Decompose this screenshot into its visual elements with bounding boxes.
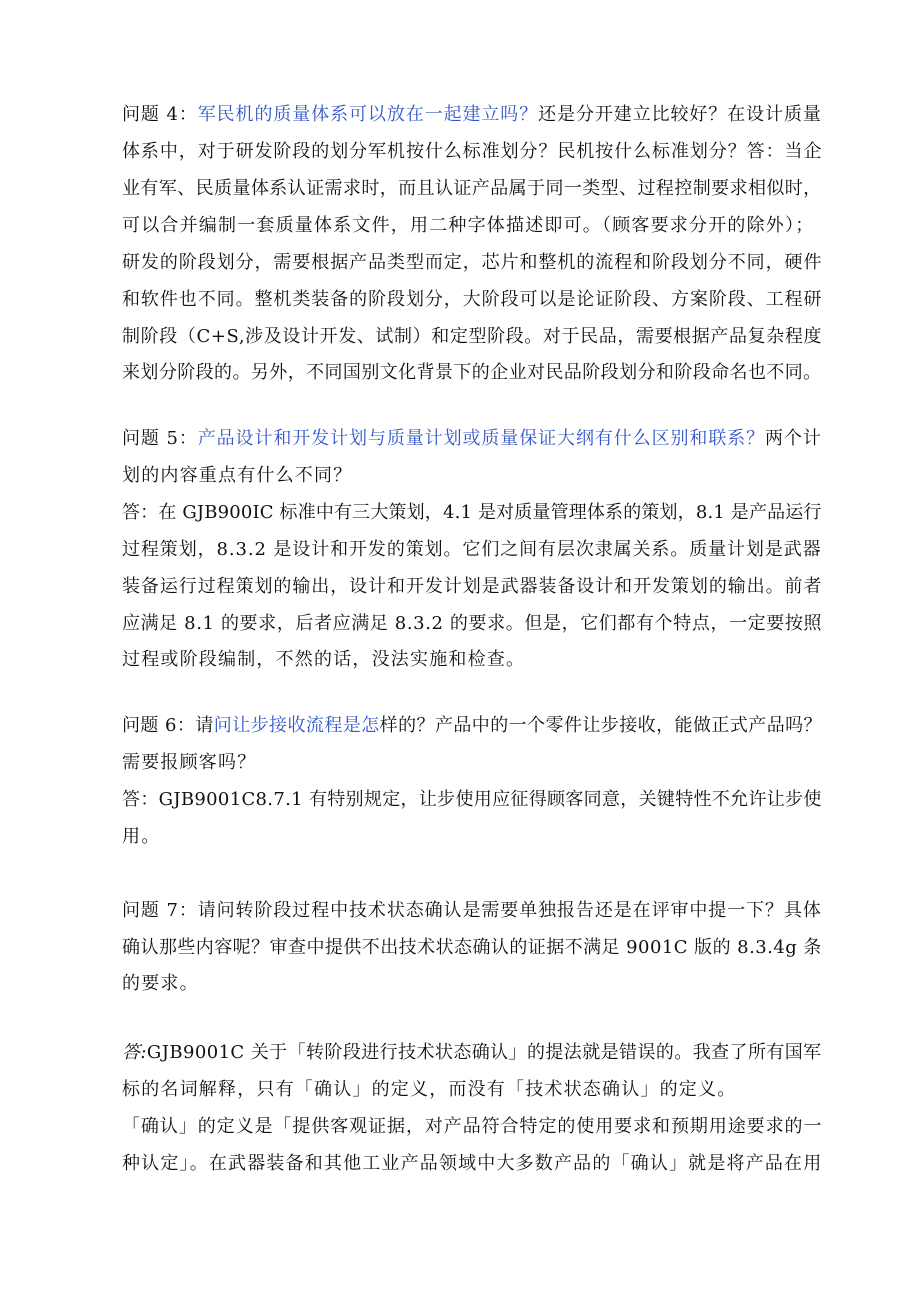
q4-line-5: 研发的阶段划分，需要根据产品类型而定，芯片和整机的流程和阶段划分不同，硬件 (122, 252, 823, 273)
q6-link[interactable]: 问让步接收流程是怎 (213, 715, 380, 736)
q5-line-6: 应满足 8.1 的要求，后者应满足 8.3.2 的要求。但是，它们都有个特点，一定要按照 (122, 613, 823, 634)
q7-line-1: 问题 7：请问转阶段过程中技术状态确认是需要单独报告还是在评审中提一下？具体 (122, 900, 822, 921)
q6-line-1 (122, 714, 822, 738)
q5-rest: 两个计 (765, 428, 822, 449)
q5-line-5: 装备运行过程策划的输出，设计和开发计划是武器装备设计和开发策划的输出。前者 (122, 576, 823, 597)
q7-answer-line-3: 「确认」的定义是「提供客观证据，对产品符合特定的使用要求和预期用途要求的一 (122, 1116, 823, 1137)
q7-answer-line-2: 标的名词解释，只有「确认」的定义，而没有「技术状态确认」的定义。 (122, 1079, 737, 1100)
q7-answer-line-1 (122, 1041, 822, 1065)
q7-answer-rest: GJB9001C 关于「转阶段进行技术状态确认」的提法就是错误的。我查了所有国军 (146, 1042, 822, 1063)
q4-line-7: 制阶段（C+S,涉及设计开发、试制）和定型阶段。对于民品，需要根据产品复杂程度 (122, 326, 823, 347)
q6-line-3: 答：GJB9001C8.7.1 有特别规定，让步使用应征得顾客同意，关键特性不允许让步使 (122, 789, 822, 810)
q4-line-4: 可以合并编制一套质量体系文件，用二种字体描述即可。（顾客要求分开的除外）； (122, 215, 815, 236)
q4-line-6: 和软件也不同。整机类装备的阶段划分，大阶段可以是论证阶段、方案阶段、工程研 (122, 289, 823, 310)
q5-prefix: 问题 5： (122, 428, 198, 449)
q4-link[interactable]: 军民机的质量体系可以放在一起建立吗？ (197, 104, 539, 125)
q5-line-3: 答：在 GJB900IC 标准中有三大策划，4.1 是对质量管理体系的策划，8.1 是产品运行 (122, 502, 822, 523)
q4-line-8: 来划分阶段的。另外，不同国别文化背景下的企业对民品阶段划分和阶段命名也不同。 (122, 362, 822, 383)
q5-line-4: 过程策划，8.3.2 是设计和开发的策划。它们之间有层次隶属关系。质量计划是武器 (122, 539, 822, 560)
q7-answer-prefix: 答: (122, 1042, 147, 1063)
q7-answer-line-4: 种认定」。在武器装备和其他工业产品领域中大多数产品的「确认」就是将产品在用 (122, 1153, 823, 1174)
q5-line-7: 过程或阶段编制，不然的话，没法实施和检查。 (122, 649, 526, 670)
q4-rest: 还是分开建立比较好？在设计质量 (538, 104, 822, 125)
q6-prefix: 问题 6：请 (122, 715, 214, 736)
q5-line-2: 划的内容重点有什么不同？ (122, 465, 353, 486)
q7-line-3: 的要求。 (122, 973, 199, 994)
q4-line-1 (122, 103, 822, 127)
q4-prefix: 问题 4： (122, 104, 198, 125)
q6-line-4: 用。 (122, 826, 161, 847)
q6-line-2: 需要报顾客吗？ (122, 752, 257, 773)
q4-line-2: 体系中，对于研发阶段的划分军机按什么标准划分？民机按什么标准划分？答：当企 (122, 141, 823, 162)
q6-rest: 样的？产品中的一个零件让步接收，能做正式产品吗？ (379, 715, 822, 736)
q7-line-2: 确认那些内容呢？审查中提供不出技术状态确认的证据不满足 9001C 版的 8.3.4g 条 (122, 937, 822, 958)
q5-line-1 (122, 427, 822, 451)
q4-line-3: 业有军、民质量体系认证需求时，而且认证产品属于同一类型、过程控制要求相似时， (122, 178, 822, 199)
q5-link[interactable]: 产品设计和开发计划与质量计划或质量保证大纲有什么区别和联系？ (197, 428, 766, 449)
